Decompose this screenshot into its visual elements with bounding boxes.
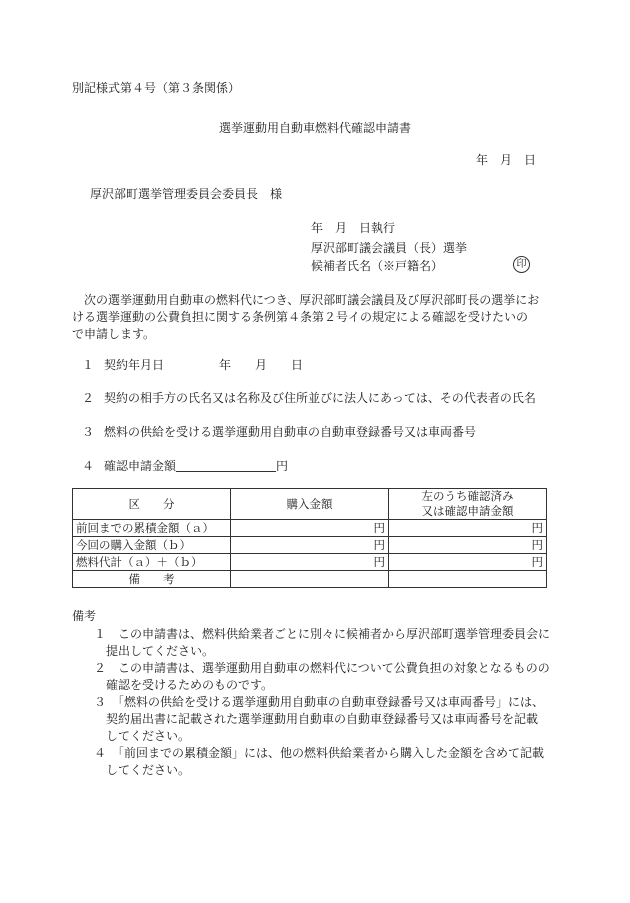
document-title: 選挙運動用自動車燃料代確認申請書	[218, 121, 411, 135]
item-1-label: 契約年月日	[104, 358, 165, 372]
header-purchase-amount: 購入金額	[231, 489, 389, 520]
confirmed-amount-cell: 円	[389, 554, 547, 571]
confirmed-amount-cell: 円	[389, 537, 547, 554]
note-1-line-1: １ この申請書は、燃料供給業者ごとに別々に候補者から厚沢部町選挙管理委員会に	[94, 627, 551, 641]
item-4-number: ４	[82, 459, 95, 473]
item-1-number: １	[82, 358, 95, 372]
item-1-date-field: 年 月 日	[219, 358, 304, 372]
candidate-name-label: 候補者氏名（※戸籍名）	[311, 259, 444, 273]
purchase-amount-cell: 円	[231, 520, 389, 537]
header-confirmed-amount	[389, 489, 547, 520]
note-3-line-1: ３ 「燃料の供給を受ける選挙運動用自動車の自動車登録番号又は車両番号」には、	[94, 695, 545, 709]
remarks-confirmed-cell	[389, 571, 547, 588]
amount-blank	[176, 458, 276, 472]
header-confirmed-line-2: 又は確認申請金額	[421, 504, 514, 518]
header-confirmed-line-1: 左のうち確認済み	[421, 489, 514, 503]
election-name: 厚沢部町議会議員（長）選挙	[311, 241, 468, 255]
confirmed-amount-cell: 円	[389, 520, 547, 537]
table-row	[73, 571, 547, 588]
note-2-line-1: ２ この申請書は、選挙運動用自動車の燃料代について公費負担の対象となるものの	[94, 661, 550, 675]
item-3-number: ３	[82, 425, 95, 439]
row-label-remarks: 備 考	[73, 571, 231, 588]
election-date: 年 月 日執行	[311, 221, 396, 235]
note-4-line-1: ４ 「前回までの累積金額」には、他の燃料供給業者から購入した金額を含めて記載	[94, 746, 545, 760]
note-4-line-2: してください。	[106, 763, 191, 777]
table-row	[73, 537, 547, 554]
purchase-amount-cell: 円	[231, 554, 389, 571]
row-label-cumulative: 前回までの累積金額（ａ）	[73, 520, 231, 537]
note-3-line-3: してください。	[106, 729, 191, 743]
item-4-amount-line	[104, 458, 288, 475]
addressee: 厚沢部町選挙管理委員会委員長 様	[90, 187, 283, 201]
item-4-unit: 円	[276, 459, 289, 473]
body-line-3: で申請します。	[72, 327, 156, 341]
item-2-label: 契約の相手方の氏名又は名称及び住所並びに法人にあっては、その代表者の氏名	[104, 391, 536, 405]
item-4-label: 確認申請金額	[104, 459, 177, 473]
note-3-line-2: 契約届出書に記載された選挙運動用自動車の自動車登録番号又は車両番号を記載	[106, 712, 539, 726]
item-2-number: ２	[82, 391, 95, 405]
seal-mark: 印	[513, 256, 530, 273]
body-line-1: 次の選挙運動用自動車の燃料代につき、厚沢部町議会議員及び厚沢部町長の選挙にお	[72, 293, 540, 307]
notes-heading: 備考	[72, 609, 97, 623]
header-category: 区 分	[73, 489, 231, 520]
row-label-total: 燃料代計（ａ）＋（ｂ）	[73, 554, 231, 571]
row-label-current: 今回の購入金額（ｂ）	[73, 537, 231, 554]
body-line-2: ける選挙運動の公費負担に関する条例第４条第２号イの規定による確認を受けたいの	[72, 310, 529, 324]
table-header-row	[73, 489, 547, 520]
table-row	[73, 520, 547, 537]
note-2-line-2: 確認を受けるためのものです。	[106, 678, 274, 692]
application-date: 年 月 日	[476, 153, 537, 167]
note-1-line-2: 提出してください。	[106, 644, 215, 658]
table-row	[73, 554, 547, 571]
item-3-label: 燃料の供給を受ける選挙運動用自動車の自動車登録番号又は車両番号	[104, 425, 477, 439]
remarks-amount-cell	[231, 571, 389, 588]
fuel-amount-table	[72, 488, 547, 588]
form-reference: 別記様式第４号（第３条関係）	[72, 81, 241, 95]
purchase-amount-cell: 円	[231, 537, 389, 554]
